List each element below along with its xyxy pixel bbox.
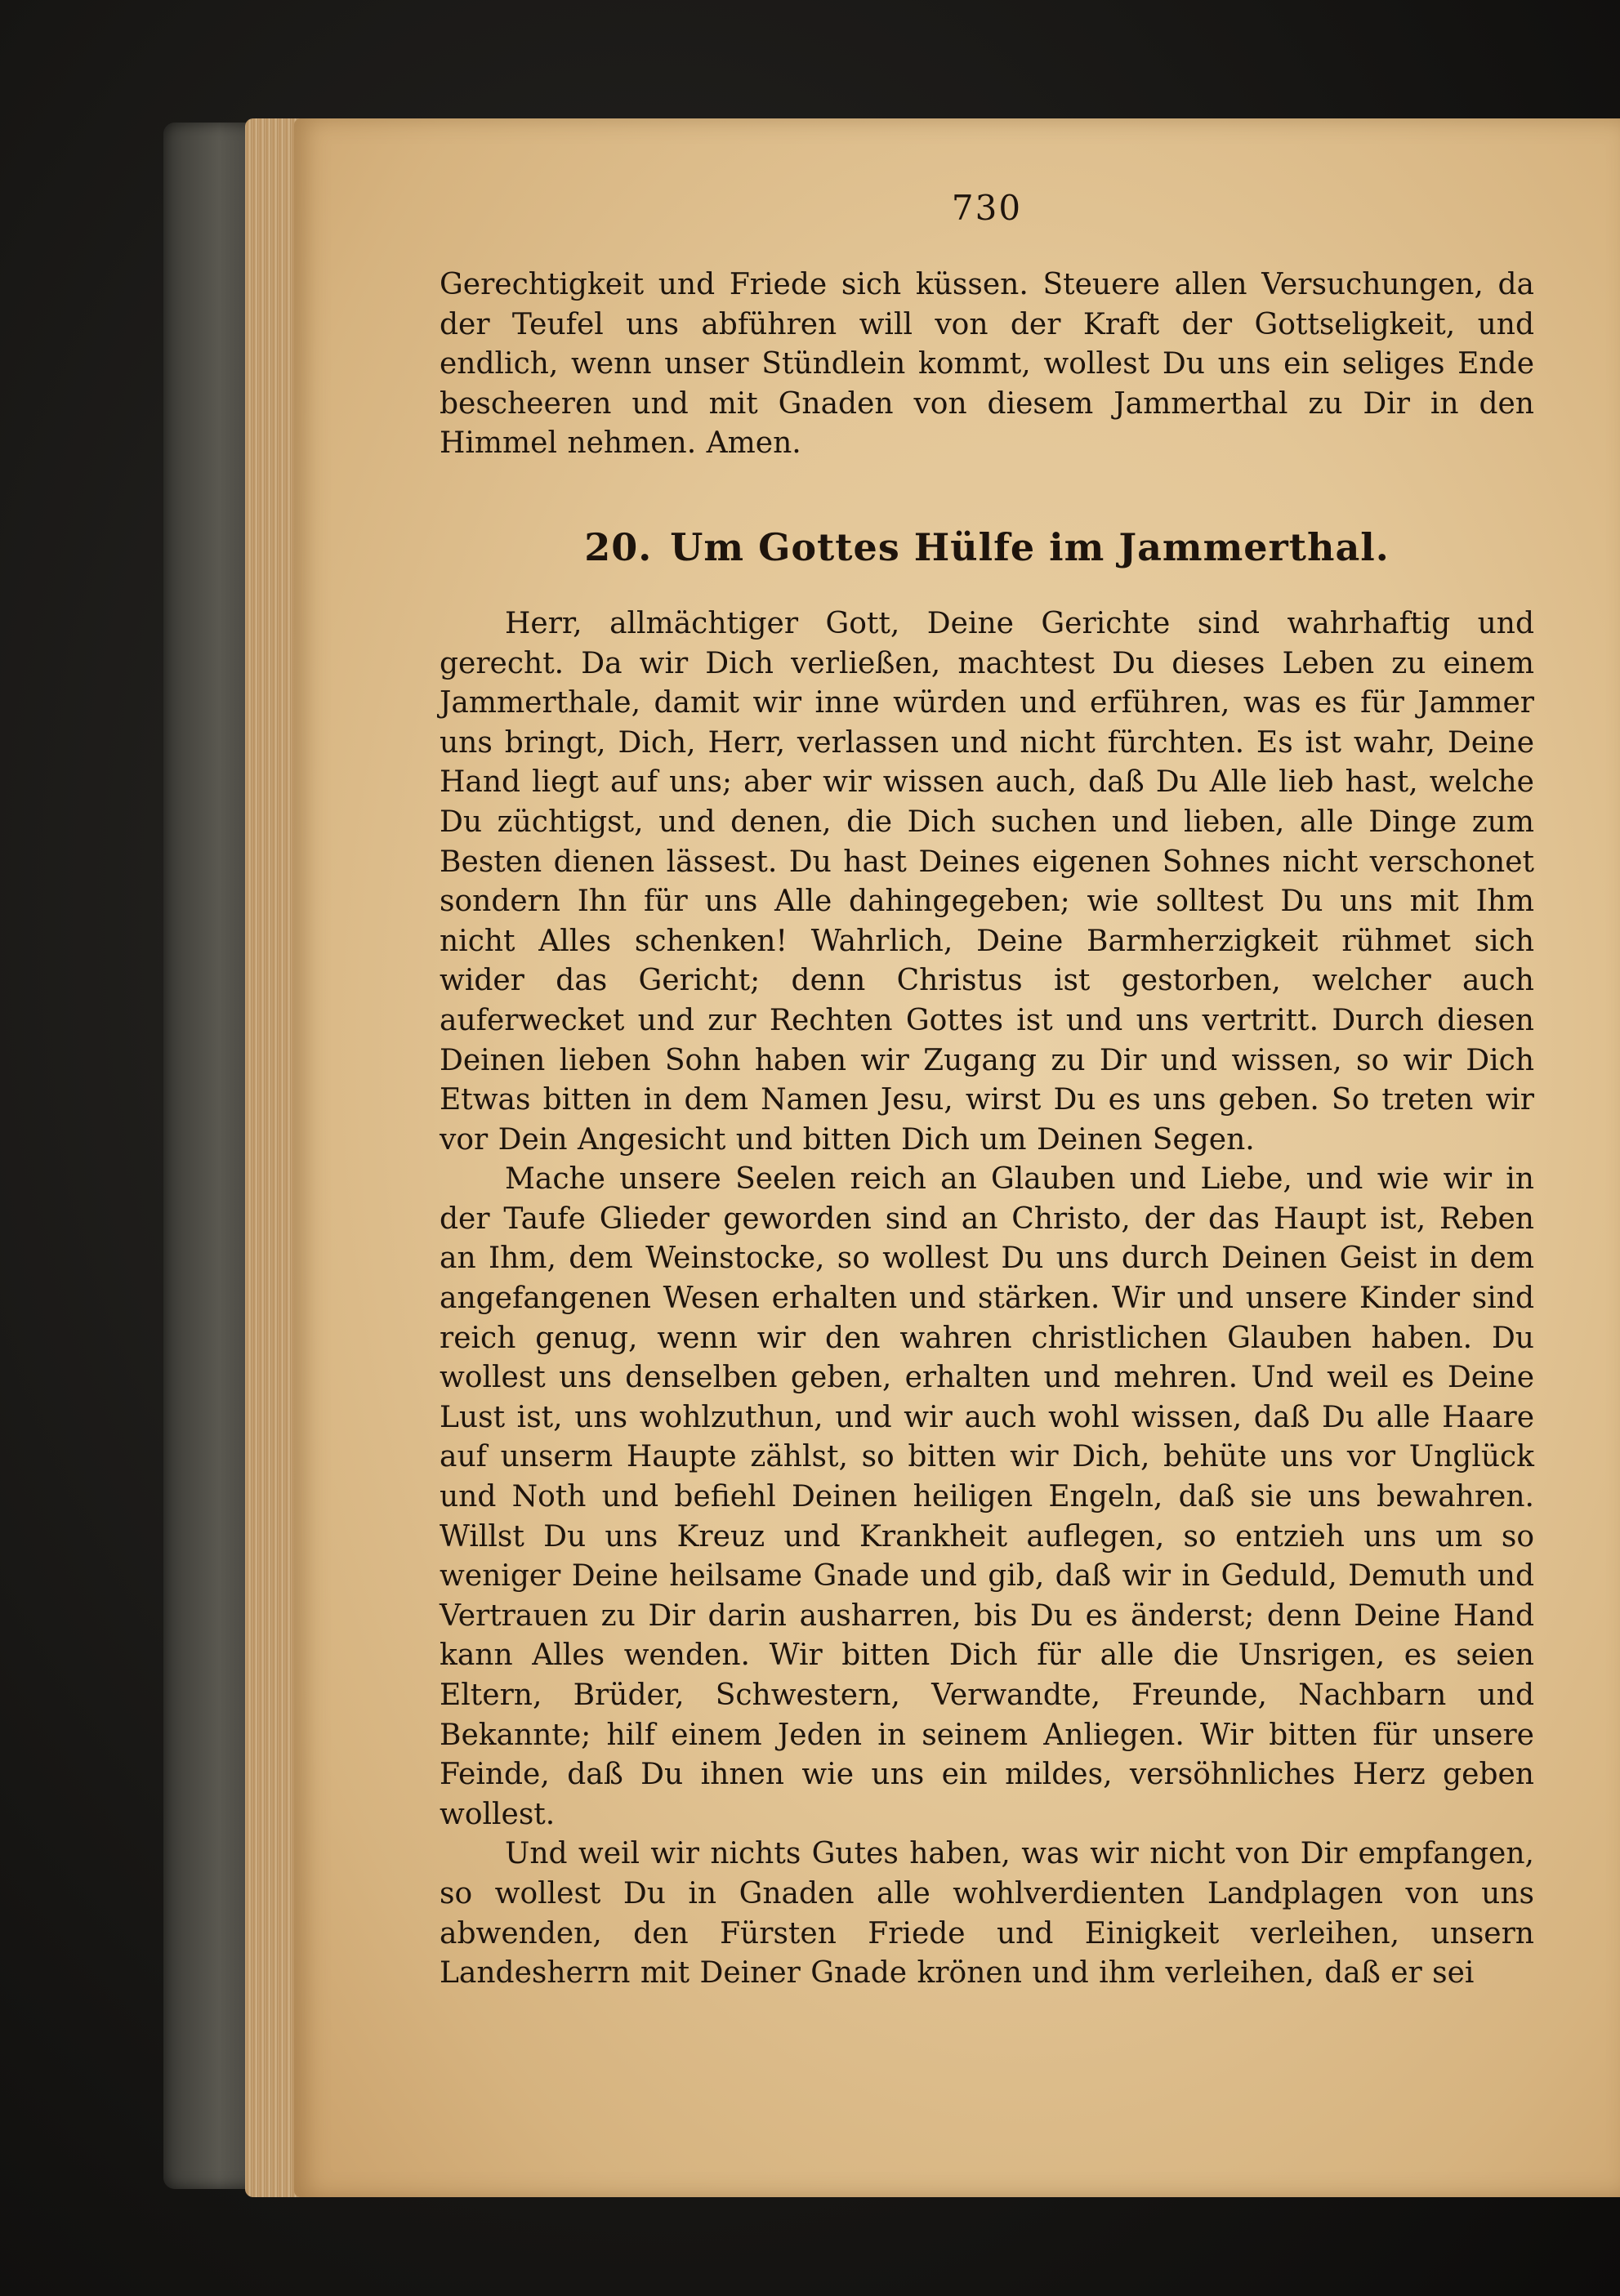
section-heading xyxy=(440,523,1534,572)
section-number: 20. xyxy=(584,524,653,569)
page-number: 730 xyxy=(951,188,1023,228)
paragraph-1: Herr, allmächtiger Gott, Deine Gerichte sind wahrhaftig und gerecht. Da wir Dich verließen, machtest Du dieses Leben zu einem Jammerthale, damit wir inne würden und erführen, was es für Jammer uns bringt, Dich, Herr, verlassen und nicht fürchten. Es ist wahr, Deine Hand liegt auf uns; aber wir wissen auch, daß Du Alle lieb hast, welche Du züchtigst, und denen, die Dich suchen und lieben, alle Dinge zum Besten dienen lässest. Du hast Deines eigenen Sohnes nicht verschonet sondern Ihn für uns Alle dahingegeben; wie solltest Du uns mit Ihm nicht Alles schenken! Wahrlich, Deine Barmherzigkeit rühmet sich wider das Gericht; denn Christus ist gestorben, welcher auch auferwecket und zur Rechten Gottes ist und uns vertritt. Durch diesen Deinen lieben Sohn haben wir Zugang zu Dir und wissen, so wir Dich Etwas bitten in dem Namen Jesu, wirst Du es uns geben. So treten wir vor Dein Angesicht und bitten Dich um Deinen Segen. xyxy=(440,606,1534,1157)
paragraph-3: Und weil wir nichts Gutes haben, was wir nicht von Dir empfangen, so wollest Du in Gnaden alle wohlverdienten Landplagen von uns abwenden, den Fürsten Friede und Einigkeit verleihen, unsern Landesherrn mit Deiner Gnade krönen und ihm verleihen, daß er sei xyxy=(440,1837,1534,1991)
book-page xyxy=(294,118,1620,2197)
page-content xyxy=(440,184,1534,1994)
paragraph-2: Mache unsere Seelen reich an Glauben und Liebe, und wie wir in der Taufe Glieder geworden sind an Christo, der das Haupt ist, Reben an Ihm, dem Weinstocke, so wollest Du uns durch Deinen Geist in dem angefangenen Wesen erhalten und stärken. Wir und unsere Kinder sind reich genug, wenn wir den wahren christlichen Glauben haben. Du wollest uns denselben geben, erhalten und mehren. Und weil es Deine Lust ist, uns wohlzuthun, und wir auch wohl wissen, daß Du alle Haare auf unserm Haupte zählst, so bitten wir Dich, behüte uns vor Unglück und Noth und befiehl Deinen heiligen Engeln, daß sie uns bewahren. Willst Du uns Kreuz und Krankheit auflegen, so entzieh uns um so weniger Deine heilsame Gnade und gib, daß wir in Geduld, Demuth und Vertrauen zu Dir darin ausharren, bis Du es änderst; denn Deine Hand kann Alles wenden. Wir bitten Dich für alle die Unsrigen, es seien Eltern, Brüder, Schwestern, Verwandte, Freunde, Nachbarn und Bekannte; hilf einem Jeden in seinem Anliegen. Wir bitten für unsere Feinde, daß Du ihnen wie uns ein mildes, versöhnliches Herz geben wollest. xyxy=(440,1162,1534,1831)
section-title: Um Gottes Hülfe im Jammerthal. xyxy=(670,524,1390,569)
carryover-paragraph: Gerechtigkeit und Friede sich küssen. Steuere allen Versuchungen, da der Teufel uns abführen will von der Kraft der Gottseligkeit, und endlich, wenn unser Stündlein kommt, wollest Du uns ein seliges Ende bescheeren und mit Gnaden von diesem Jammerthal zu Dir in den Himmel nehmen. Amen. xyxy=(440,268,1534,461)
